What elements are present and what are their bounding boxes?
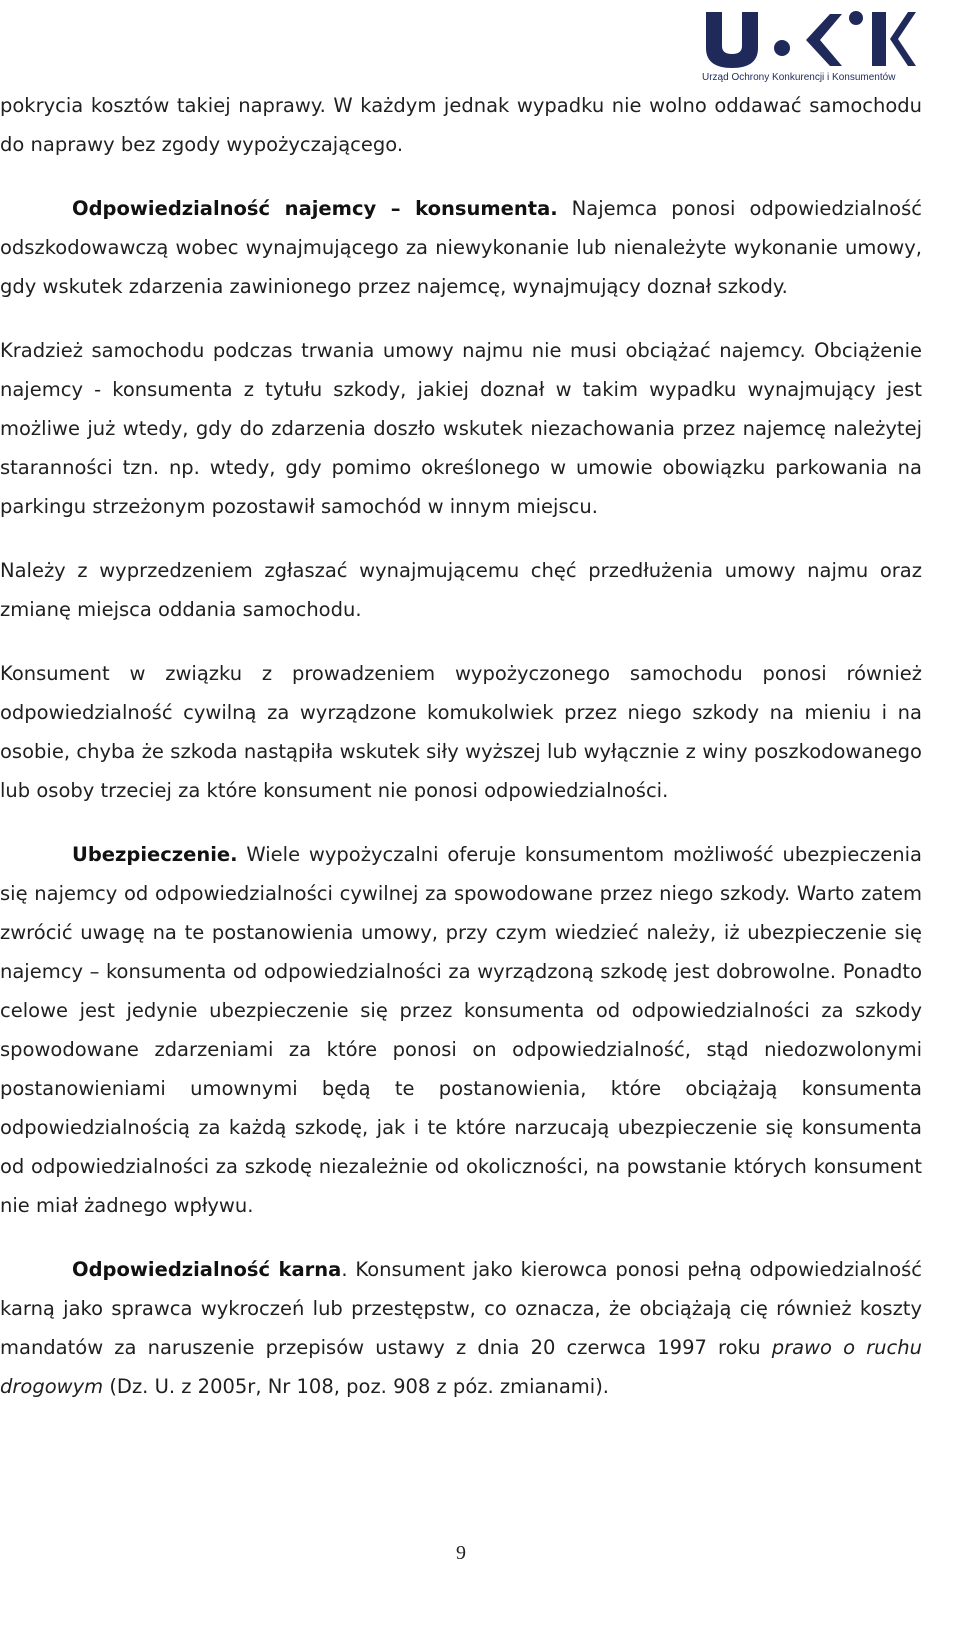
page-number: 9 <box>456 1542 466 1564</box>
text-criminal-liability-tail: (Dz. U. z 2005r, Nr 108, poz. 908 z póz. zmianami). <box>103 1375 610 1398</box>
paragraph-tenant-liability <box>0 189 922 306</box>
paragraph-civil-liability: Konsument w związku z prowadzeniem wypożyczonego samochodu ponosi również odpowiedzialność cywilną za wyrządzone komukolwiek przez niego szkody na mieniu i na osobie, chyba że szkoda nastąpiła wskutek siły wyższej lub wyłącznie z winy poszkodowanego lub osoby trzeciej za które konsument nie ponosi odpowiedzialności. <box>0 662 922 802</box>
paragraph-repair: pokrycia kosztów takiej naprawy. W każdym jednak wypadku nie wolno oddawać samochodu do naprawy bez zgody wypożyczającego. <box>0 94 922 156</box>
paragraph-extension: Należy z wyprzedzeniem zgłaszać wynajmującemu chęć przedłużenia umowy najmu oraz zmianę miejsca oddania samochodu. <box>0 559 922 621</box>
paragraph-insurance <box>0 835 922 1225</box>
document-body <box>0 86 922 1431</box>
heading-insurance: Ubezpieczenie. <box>72 843 238 866</box>
text-tenant-liability: Najemca ponosi odpowiedzialność odszkodowawczą wobec wynajmującego za niewykonanie lub nienależyte wykonanie umowy, gdy wskutek zdarzenia zawinionego przez najemcę, wynajmujący doznał szkody. <box>0 197 922 298</box>
heading-criminal-liability: Odpowiedzialność karna <box>72 1258 342 1281</box>
text-criminal-liability: . Konsument jako kierowca ponosi pełną odpowiedzialność karną jako sprawca wykroczeń lub przestępstw, co oznacza, że obciążają cię również koszty mandatów za naruszenie przepisów ustawy z dnia 20 czerwca 1997 roku <box>0 1258 923 1359</box>
uokik-logo <box>702 8 918 88</box>
logo-caption: Urząd Ochrony Konkurencji i Konsumentów <box>702 72 896 83</box>
law-title: prawo o ruchu drogowym <box>0 1336 922 1398</box>
paragraph-theft: Kradzież samochodu podczas trwania umowy najmu nie musi obciążać najemcy. Obciążenie najemcy - konsumenta z tytułu szkody, jakiej doznał w takim wypadku wynajmujący jest możliwe już wtedy, gdy do zdarzenia doszło wskutek niezachowania przez najemcę należytej staranności tzn. np. wtedy, gdy pomimo określonego w umowie obowiązku parkowania na parkingu strzeżonym pozostawił samochód w innym miejscu. <box>0 339 922 518</box>
heading-tenant-liability: Odpowiedzialność najemcy – konsumenta. <box>72 197 558 220</box>
uokik-logo-mark-icon <box>702 8 918 70</box>
text-insurance: Wiele wypożyczalni oferuje konsumentom możliwość ubezpieczenia się najemcy od odpowiedzialności cywilnej za spowodowane przez niego szkody. Warto zatem zwrócić uwagę na te postanowienia umowy, przy czym wiedzieć należy, iż ubezpieczenie się najemcy – konsumenta od odpowiedzialności za wyrządzoną szkodę jest dobrowolne. Ponadto celowe jest jedynie ubezpieczenie się przez konsumenta od odpowiedzialności za szkody spowodowane zdarzeniami za które ponosi on odpowiedzialność, stąd niedozwolonymi postanowieniami umownymi będą te postanowienia, które obciążają konsumenta odpowiedzialnością za każdą szkodę, jak i te które narzucają ubezpieczenie się konsumenta od odpowiedzialności za szkodę niezależnie od okoliczności, na powstanie których konsument nie miał żadnego wpływu. <box>0 843 922 1217</box>
paragraph-criminal-liability <box>0 1250 922 1406</box>
